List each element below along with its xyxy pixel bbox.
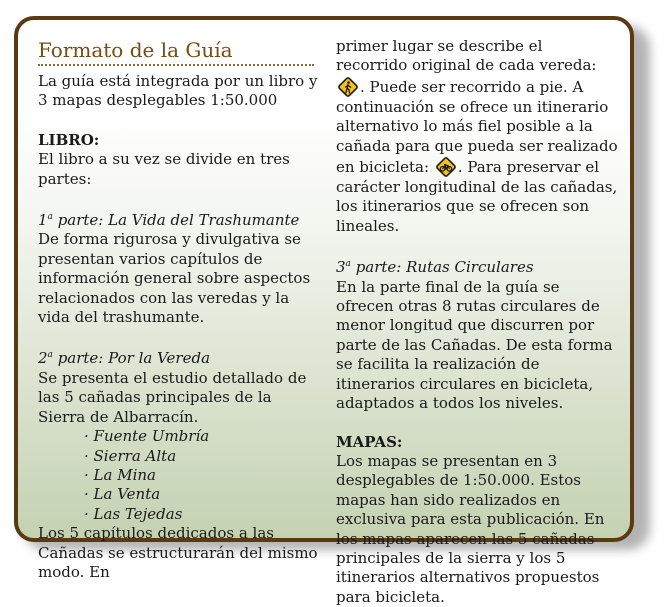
after-walk-text: . Puede ser recorrido a pie. A continuación se ofrece un itinerario alternativo lo más fiel posible a la cañada para que pueda ser realizado en bicicleta:: [336, 77, 618, 177]
left-column: [38, 20, 320, 582]
after-bike-text: . Para preservar el carácter longitudinal de las cañadas, los itinerarios que se ofrecen son lineales.: [336, 158, 618, 235]
part3-title: 3$^a$ parte: Rutas Circulares: [336, 258, 534, 277]
part1-text: De forma rigurosa y divulgativa se presentan varios capítulos de información general sobre aspectos relacionados con las veredas y la vida del trashumante.: [38, 230, 311, 327]
pedestrian-sign-icon: [337, 76, 359, 98]
guide-format-card: [14, 16, 634, 606]
intro-text: La guía está integrada por un libro y 3 mapas desplegables 1:50.000: [38, 72, 318, 110]
part2-text: Se presenta el estudio detallado de las 5 cañadas principales de la Sierra de Albarracín.: [38, 368, 307, 426]
canadas-list: [38, 427, 320, 524]
mapas-text: Los mapas se presentan en 3 desplegables de 1:50.000. Estos mapas han sido realizados en exclusiva para esta publicación. En los mapas aparecen las 5 cañadas principales de la sierra y los 5 itinerarios alternativos propuestos para bicicleta.: [336, 451, 605, 606]
libro-heading: LIBRO:: [38, 130, 100, 149]
list-item: · La Venta: [84, 485, 161, 504]
part2-title: 2$^a$ parte: Por la Vereda: [38, 349, 211, 368]
part2-closing-head: Los 5 capítulos dedicados a las Cañadas se estructurarán del mismo modo. En: [38, 524, 318, 581]
part2-continued-text: [336, 37, 618, 236]
list-item: · La Mina: [84, 465, 156, 484]
list-item: · Las Tejedas: [84, 504, 183, 523]
part1-title: 1$^a$ parte: La Vida del Trashumante: [38, 211, 300, 230]
bicycle-sign-icon: [435, 156, 457, 178]
list-item: · Fuente Umbría: [84, 427, 210, 446]
list-item: · Sierra Alta: [84, 446, 177, 465]
part2-closing: primer lugar se describe el recorrido original de cada vereda:: [336, 37, 597, 75]
mapas-heading: MAPAS:: [336, 432, 403, 451]
right-column: [336, 20, 618, 607]
part3-text: En la parte final de la guía se ofrecen otras 8 rutas circulares de menor longitud que discurren por parte de las Cañadas. De esta forma se facilita la realización de itinerarios circulares en bicicleta, adaptados a todos los niveles.: [336, 277, 613, 413]
libro-text: El libro a su vez se divide en tres partes:: [38, 150, 290, 188]
page-title: Formato de la Guía: [38, 38, 314, 66]
